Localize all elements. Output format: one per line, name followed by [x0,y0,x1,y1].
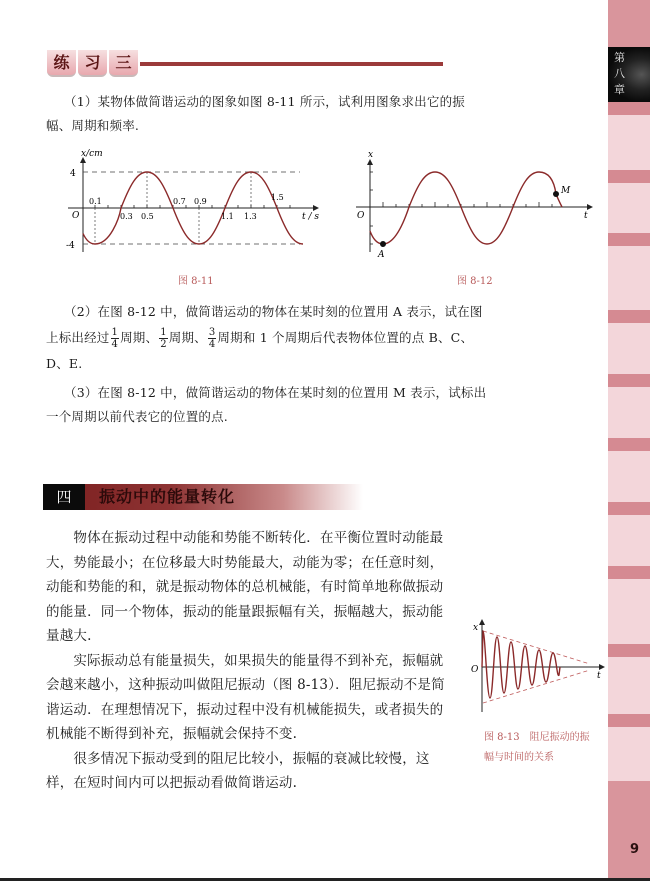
section-body [46,526,445,796]
sidebar-stripe [608,310,650,323]
sidebar-stripe [608,233,650,246]
x-tick-label: 0.7 [173,197,186,206]
fraction-numerator: 1 [111,327,119,338]
sidebar-stripe [608,502,650,515]
page-number: 9 [630,842,640,857]
paragraph-line: 样，在短时间内可以把振动看做简谐运动. [46,775,298,791]
x-tick-label: 0.3 [120,212,133,221]
origin-label: O [357,211,365,221]
paragraph-line: 动能和势能的和，就是振动物体的总机械能，有时简单地称做振动 [46,579,444,595]
sidebar-stripe [608,170,650,183]
chapter-char: 章 [614,83,625,96]
x-tick-label: 0.1 [89,197,102,206]
paragraph-line: 机械能不断得到补充，振幅就会保持不变. [46,726,298,742]
question-3-line: 一个周期以前代表它的位置的点. [46,409,228,424]
origin-label: O [471,665,479,675]
y-axis-label: x [368,150,374,160]
y-tick-label: -4 [66,241,75,251]
section-title: 振动中的能量转化 [99,487,236,506]
x-tick-label: 0.5 [141,212,154,221]
paragraph-line: 量越大. [46,628,92,644]
exercise-header-char: 三 [109,50,138,77]
fraction-denominator: 4 [111,339,119,350]
exercise-header [47,50,138,77]
origin-label: O [72,211,80,221]
section-header [43,484,363,510]
paragraph-line: 会越来越小，这种振动叫做阻尼振动（图 8-13）．阻尼振动不是简 [46,677,445,693]
point-m-label: M [561,186,571,196]
section-number: 四 [43,484,85,510]
fraction [159,327,168,350]
figure-caption [484,728,590,768]
question-1 [46,90,465,138]
exercise-header-char: 习 [78,50,107,77]
y-axis-label: x [473,623,479,633]
figure-8-13 [470,615,610,715]
sidebar-stripe [608,566,650,579]
sidebar-stripe [608,438,650,451]
question-2 [46,300,483,376]
y-axis-label: x/cm [81,149,103,159]
figure-8-12 [340,140,600,270]
caption-line: 幅与时间的关系 [484,752,554,763]
text-span: 上标出经过 [46,330,110,345]
header-rule [140,62,443,66]
fraction-numerator: 3 [208,327,216,338]
fraction-denominator: 2 [160,339,167,350]
fraction [111,327,120,350]
exercise-header-char: 练 [47,50,76,77]
text-span: 周期和 1 个周期后代表物体位置的点 B、C、 [217,330,474,345]
point-a-marker [380,241,386,247]
paragraph-line: 大，势能最小；在位移最大时势能最大，动能为零；在任意时刻， [46,554,444,571]
y-tick-label: 4 [70,169,76,179]
fraction-denominator: 4 [208,339,216,350]
question-3-line: （3）在图 8-12 中，做简谐运动的物体在某时刻的位置用 M 表示，试标出 [64,385,487,400]
text-span: 周期、 [120,330,159,345]
question-2-line: D、E. [46,356,83,371]
paragraph-line: 物体在振动过程中动能和势能不断转化．在平衡位置时动能最 [46,530,444,546]
paragraph-line: 的能量．同一个物体，振动的能量跟振幅有关，振幅越大，振动能 [46,603,444,620]
point-a-label: A [378,250,385,260]
x-tick-label: 1.1 [221,212,234,221]
x-axis-label: t [597,671,601,681]
paragraph [46,526,445,649]
paragraph-line: 谐运动．在理想情况下，振动过程中没有机械能损失，或者损失的 [46,701,444,718]
sidebar-stripe [608,374,650,387]
caption-line: 图 8-13 阻尼振动的振 [484,732,590,743]
chapter-char: 第 [614,51,625,64]
question-3 [46,381,486,429]
x-axis-label: t / s [302,212,319,222]
fraction-numerator: 1 [160,327,167,338]
figure-8-11 [60,140,330,290]
x-axis-label: t [584,211,588,221]
question-2-line: （2）在图 8-12 中，做简谐运动的物体在某时刻的位置用 A 表示，试在图 [64,304,483,319]
paragraph-line: 实际振动总有能量损失，如果损失的能量得不到补充，振幅就 [46,652,444,669]
chapter-sidebar [608,0,650,881]
x-tick-label: 1.3 [244,212,257,221]
sidebar-stripe [608,0,650,47]
question-2-line [46,324,483,352]
paragraph [46,747,445,796]
chapter-tab [608,47,650,102]
sidebar-stripe [608,644,650,657]
point-m-marker [553,191,559,197]
chapter-char: 八 [614,67,625,80]
figure-caption: 图 8-12 [457,276,493,287]
fraction [208,327,217,350]
question-1-line: 幅、周期和频率. [46,118,140,133]
sidebar-stripe [608,102,650,115]
sidebar-stripe [608,714,650,727]
sidebar-stripe [608,781,650,881]
paragraph-line: 很多情况下振动受到的阻尼比较小，振幅的衰减比较慢，这 [46,750,430,767]
x-tick-label: 0.9 [194,197,207,206]
figure-caption: 图 8-11 [178,276,214,287]
paragraph [46,649,445,747]
question-1-line: （1）某物体做简谐运动的图象如图 8-11 所示，试利用图象求出它的振 [64,94,465,109]
text-span: 周期、 [168,330,207,345]
x-tick-label: 1.5 [271,193,284,202]
